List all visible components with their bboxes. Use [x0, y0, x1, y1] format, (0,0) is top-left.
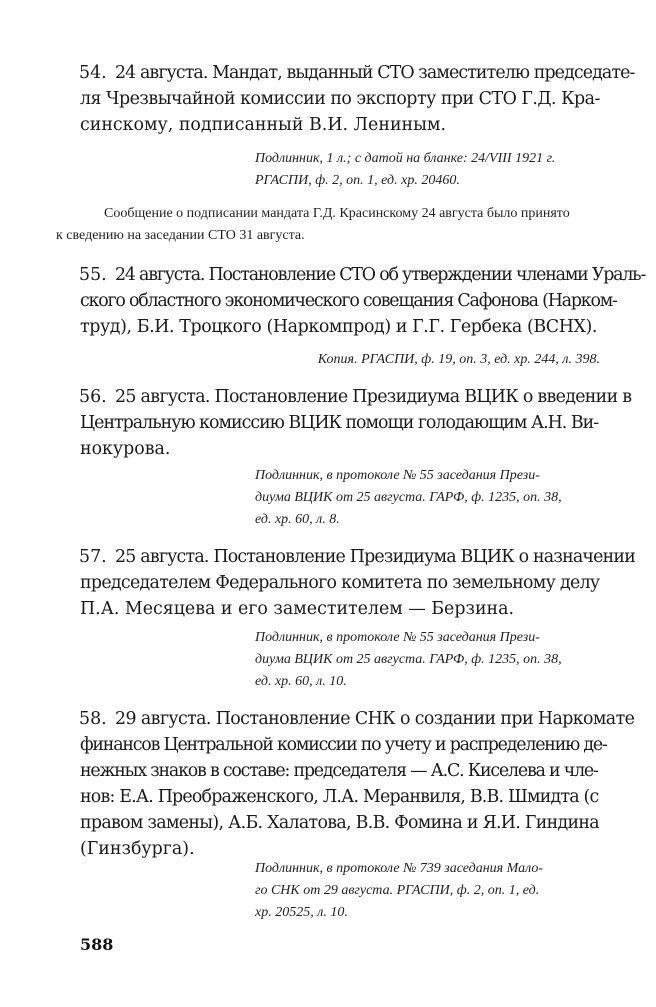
source-line: Подлинник, в протоколе № 739 заседания Мало-	[255, 861, 544, 876]
entry-54-source	[255, 148, 600, 192]
source-line: Подлинник, 1 л.; с датой на бланке: 24/VIII 1921 г.	[255, 151, 556, 166]
source-line: РГАСПИ, ф. 2, оп. 1, ед. хр. 20460.	[255, 173, 460, 188]
entry-text-line: синскому, подписанный В.И. Лениным.	[80, 115, 447, 135]
entry-55-source	[318, 349, 600, 371]
source-line: диума ВЦИК от 25 августа. ГАРФ, ф. 1235, оп. 38,	[255, 652, 562, 667]
source-line: Подлинник, в протоколе № 55 заседания Прези-	[255, 468, 540, 483]
entry-56	[79, 384, 632, 462]
page-number: 588	[80, 935, 114, 954]
source-line: хр. 20525, л. 10.	[255, 905, 348, 920]
entry-text-line: П.А. Месяцева и его заместителем — Берзина.	[80, 599, 515, 619]
entry-text-line: нежных знаков в составе: председателя — А.С. Киселева и чле-	[80, 761, 598, 781]
source-line: Копия. РГАСПИ, ф. 19, оп. 3, ед. хр. 244, л. 398.	[317, 352, 600, 367]
entry-text-line: (Гинзбурга).	[80, 839, 195, 859]
entry-text-line: 24 августа. Постановление СТО об утверждении членами Ураль-	[115, 265, 646, 285]
entry-text-line: председателем Федерального комитета по земельному делу	[80, 573, 600, 593]
entry-text-line: 25 августа. Постановление Президиума ВЦИК о назначении	[115, 547, 635, 567]
entry-number: 55.	[79, 265, 107, 285]
entry-text-line: 25 августа. Постановление Президиума ВЦИК о введении в	[115, 387, 632, 407]
entry-text-line: финансов Центральной комиссии по учету и распределению де-	[80, 735, 607, 755]
entry-57-source	[255, 627, 600, 693]
entry-text-line: нокурова.	[80, 439, 171, 459]
source-line: ед. хр. 60, л. 10.	[255, 674, 347, 689]
entry-text-line: ля Чрезвычайной комиссии по экспорту при СТО Г.Д. Кра-	[80, 89, 600, 109]
entry-number: 56.	[79, 387, 107, 407]
entry-56-source	[255, 465, 600, 531]
entry-text-line: ского областного экономического совещания Сафонова (Нарком-	[80, 291, 617, 311]
entry-58-source	[255, 858, 600, 924]
note-line: Сообщение о подписании мандата Г.Д. Красинскому 24 августа было принято	[104, 206, 570, 221]
source-line: ед. хр. 60, л. 8.	[255, 512, 340, 527]
entry-text-line: Центральную комиссию ВЦИК помощи голодающим А.Н. Ви-	[80, 413, 599, 433]
entry-number: 58.	[79, 709, 107, 729]
entry-text-line: нов: Е.А. Преображенского, Л.А. Меранвиля, В.В. Шмидта (с	[80, 787, 599, 807]
entry-text-line: труд), Б.И. Троцкого (Наркомпрод) и Г.Г. Гербека (ВСНХ).	[80, 317, 597, 337]
source-line: диума ВЦИК от 25 августа. ГАРФ, ф. 1235, оп. 38,	[255, 490, 562, 505]
entry-57	[79, 544, 635, 622]
source-line: Подлинник, в протоколе № 55 заседания Прези-	[255, 630, 540, 645]
note-line: к сведению на заседании СТО 31 августа.	[56, 228, 305, 243]
entry-number: 54.	[79, 63, 107, 83]
entry-54	[79, 60, 635, 138]
entry-text-line: 29 августа. Постановление СНК о создании при Наркомате	[115, 709, 635, 729]
entry-text-line: 24 августа. Мандат, выданный СТО заместителю председате-	[115, 63, 635, 83]
entry-number: 57.	[79, 547, 107, 567]
entry-55	[79, 262, 646, 340]
entry-text-line: правом замены), А.Б. Халатова, В.В. Фомина и Я.И. Гиндина	[80, 813, 599, 833]
entry-58	[79, 706, 635, 862]
source-line: го СНК от 29 августа. РГАСПИ, ф. 2, оп. 1, ед.	[255, 883, 540, 898]
entry-54-note	[56, 203, 600, 247]
